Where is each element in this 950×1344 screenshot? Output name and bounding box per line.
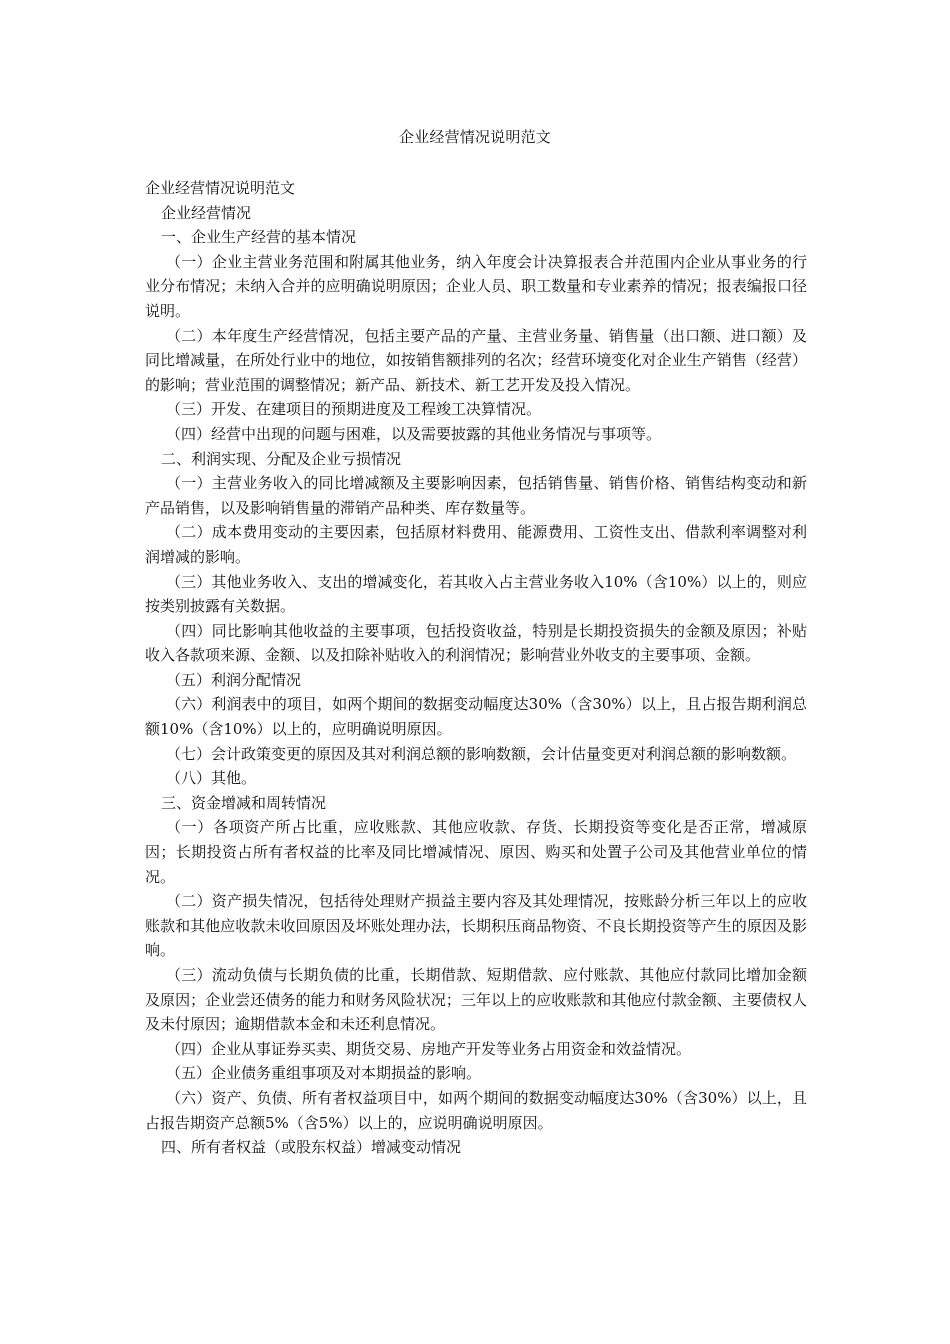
paragraph-2-8: （八）其他。: [166, 769, 257, 788]
section-subtitle: 企业经营情况: [161, 203, 252, 222]
section-heading-4: 四、所有者权益（或股东权益）增减变动情况: [161, 1138, 462, 1157]
document-title: 企业经营情况说明范文: [398, 128, 551, 146]
paragraph-3-2: （二）资产损失情况，包括待处理财产损益主要内容及其处理情况，按账龄分析三年以上的应收账款和其他应收款未收回原因及坏账处理办法，长期积压商品物资、不良长期投资等产生的原因及影响。: [145, 892, 807, 960]
document-body: [145, 176, 807, 1160]
paragraph-2-7: （七）会计政策变更的原因及其对利润总额的影响数额，会计估量变更对利润总额的影响数额。: [166, 744, 797, 763]
paragraph-3-5: （五）企业债务重组事项及对本期损益的影响。: [166, 1064, 482, 1083]
section-heading-3: 三、资金增减和周转情况: [161, 793, 327, 812]
paragraph-3-3: （三）流动负债与长期负债的比重，长期借款、短期借款、应付账款、其他应付款同比增加金额及原因；企业尝还债务的能力和财务风险状况；三年以上的应收账款和其他应付款金额、主要债权人及未付原因；逾期借款本金和未还利息情况。: [145, 966, 807, 1034]
section-heading-2: 二、利润实现、分配及企业亏损情况: [161, 449, 402, 468]
paragraph-3-6: （六）资产、负债、所有者权益项目中，如两个期间的数据变动幅度达30%（含30%）以上，且占报告期资产总额5%（含5%）以上的，应说明确说明原因。: [145, 1088, 807, 1132]
paragraph-2-5: （五）利润分配情况: [166, 670, 302, 689]
paragraph-1-4: （四）经营中出现的问题与困难，以及需要披露的其他业务情况与事项等。: [166, 424, 662, 443]
paragraph-2-1: （一）主营业务收入的同比增减额及主要影响因素，包括销售量、销售价格、销售结构变动和新产品销售，以及影响销售量的滞销产品种类、库存数量等。: [145, 474, 807, 517]
paragraph-2-3: （三）其他业务收入、支出的增减变化，若其收入占主营业务收入10%（含10%）以上的，则应按类别披露有关数据。: [145, 572, 807, 616]
paragraph-2-6: （六）利润表中的项目，如两个期间的数据变动幅度达30%（含30%）以上，且占报告期利润总额10%（含10%）以上的，应明确说明原因。: [145, 695, 807, 739]
paragraph-3-1: （一）各项资产所占比重，应收账款、其他应收款、存货、长期投资等变化是否正常，增减原因；长期投资占所有者权益的比率及同比增减情况、原因、购买和处置子公司及其他营业单位的情况。: [145, 818, 807, 886]
paragraph-3-4: （四）企业从事证券买卖、期货交易、房地产开发等业务占用资金和效益情况。: [166, 1039, 692, 1058]
body-heading: 企业经营情况说明范文: [145, 179, 296, 197]
paragraph-1-2: （二）本年度生产经营情况，包括主要产品的产量、主营业务量、销售量（出口额、进口额）及同比增减量，在所处行业中的地位，如按销售额排列的名次；经营环境变化对企业生产销售（经营）的影响；营业范围的调整情况；新产品、新技术、新工艺开发及投入情况。: [145, 326, 807, 394]
paragraph-2-4: （四）同比影响其他收益的主要事项，包括投资收益，特别是长期投资损失的金额及原因；补贴收入各款项来源、金额、以及扣除补贴收入的利润情况；影响营业外收支的主要事项、金额。: [145, 621, 807, 665]
paragraph-2-2: （二）成本费用变动的主要因素，包括原材料费用、能源费用、工资性支出、借款利率调整对利润增减的影响。: [145, 523, 807, 566]
paragraph-1-3: （三）开发、在建项目的预期进度及工程竣工决算情况。: [166, 400, 542, 419]
section-heading-1: 一、企业生产经营的基本情况: [161, 228, 357, 247]
paragraph-1-1: （一）企业主营业务范围和附属其他业务，纳入年度会计决算报表合并范围内企业从事业务的行业分布情况；未纳入合并的应明确说明原因；企业人员、职工数量和专业素养的情况；报表编报口径说明。: [145, 252, 807, 320]
